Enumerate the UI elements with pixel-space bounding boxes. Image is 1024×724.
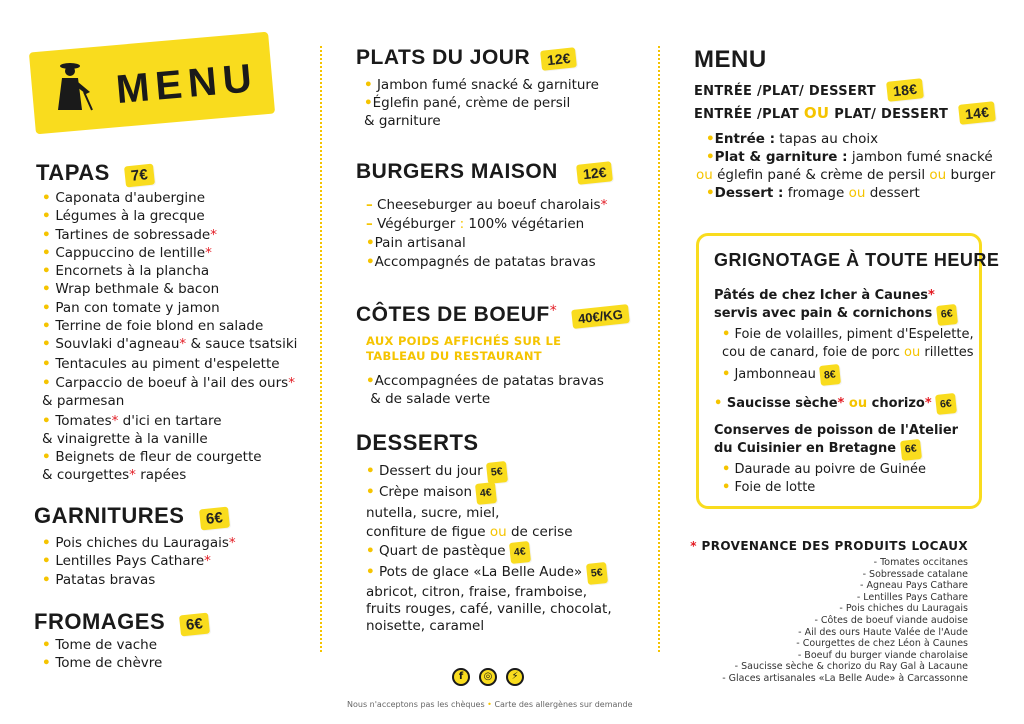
cotes-accompagnement: Accompagnées de patatas bravas — [374, 373, 604, 389]
tapas-item: • Tartines de sobressade* — [42, 226, 217, 243]
desserts-title: DESSERTS — [356, 430, 479, 455]
dessert-pasteque-price: 4€ — [509, 541, 531, 564]
dessert-glace-flavours1: abricot, citron, fraise, framboise, — [366, 584, 588, 600]
garnitures-price: 6€ — [199, 507, 230, 531]
dessert-crepe-price: 4€ — [475, 482, 497, 505]
tapas-price: 7€ — [124, 164, 155, 188]
dessert-du-jour: Dessert du jour — [378, 463, 483, 479]
grignotage-jambonneau-price: 8€ — [819, 364, 841, 386]
grignotage-conserves-price: 6€ — [900, 439, 922, 460]
provenance-item: - Sobressade catalane — [862, 568, 968, 580]
grignotage-pates-list: • Foie de volailles, piment d'Espelette, cou de canard, foie de porc ou rillettes • Jambonneau 8€ — [722, 326, 974, 385]
burger-cheeseburger: Cheeseburger au boeuf charolais — [377, 197, 601, 213]
grignotage-pates-price: 6€ — [936, 304, 958, 325]
menu-formule-2-price: 14€ — [958, 101, 996, 125]
tapas-item-line2: & parmesan — [42, 393, 125, 410]
fromages-price: 6€ — [179, 613, 210, 637]
dessert-crepe-desc1: nutella, sucre, miel, — [366, 505, 500, 521]
tapas-item: • Encornets à la plancha — [42, 263, 210, 280]
menu-formule-1-price: 18€ — [886, 78, 924, 102]
logo-circle — [40, 52, 104, 116]
tapas-list — [42, 189, 297, 485]
dessert-pasteque: Quart de pastèque — [378, 543, 506, 559]
tapas-section — [36, 160, 154, 186]
cotes-accompagnement-line2: & de salade verte — [370, 391, 491, 407]
dessert-glace-flavours3: noisette, caramel — [366, 618, 485, 634]
desserts-list: • Dessert du jour 5€ • Crèpe maison 4€ nutella, sucre, miel, confiture de figue ou de cerise • Quart de pastèque 4€ • Pots de glace «La Belle Aude» 5€ abricot, citron, fraise, framboise, fruits rouges, café, vanille, chocolat, noisette, caramel — [366, 463, 612, 634]
tapas-item: • Tentacules au piment d'espelette — [42, 355, 280, 372]
tapas-item: • Terrine de foie blond en salade — [42, 318, 264, 335]
provenance-item: - Agneau Pays Cathare — [860, 580, 968, 592]
grignotage-saucisse: • Saucisse sèche* ou chorizo* 6€ — [714, 394, 956, 414]
grignotage-conserves-list: • Daurade au poivre de Guinée • Foie de lotte — [722, 462, 926, 495]
plats-list: • Jambon fumé snacké & garniture •Églefin pané, crème de persil & garniture — [364, 77, 599, 129]
tapas-title: TAPAS — [36, 160, 110, 185]
grignotage-title: GRIGNOTAGE À TOUTE HEURE — [714, 250, 1000, 270]
provenance-item: - Tomates occitanes — [873, 557, 968, 568]
fromages-list — [42, 636, 162, 673]
garnitures-list — [42, 534, 236, 589]
burger-vegeburger-desc: 100% végétarien — [468, 216, 585, 232]
provenance-item: - Lentilles Pays Cathare — [856, 591, 968, 603]
tapas-item: • Wrap bethmale & bacon — [42, 281, 220, 298]
grignotage-saucisse-price: 6€ — [935, 393, 957, 415]
monk-figure-icon — [40, 52, 104, 116]
cotes-title: CÔTES DE BOEUF — [356, 303, 550, 326]
tapas-item-line2: & vinaigrette à la vanille — [42, 430, 208, 447]
provenance-item: - Boeuf du burger viande charolaise — [797, 649, 968, 661]
fromage-item: • Tome de vache — [42, 637, 158, 653]
logo-title: MENU — [114, 55, 260, 113]
menu-formule-1: ENTRÉE /PLAT/ DESSERT 18€ — [694, 80, 923, 100]
garnitures-section — [34, 503, 228, 529]
plats-title: PLATS DU JOUR — [356, 46, 531, 69]
dessert-glace-price: 5€ — [585, 562, 607, 585]
tapas-item: • Souvlaki d'agneau* & sauce tsatsiki — [42, 336, 298, 353]
garniture-item: • Patatas bravas — [42, 571, 156, 588]
fromages-section — [34, 609, 209, 635]
garniture-item: • Pois chiches du Lauragais* — [42, 535, 236, 551]
tapas-item: • Pan con tomate y jamon — [42, 299, 220, 316]
provenance-item: - Ail des ours Haute Valée de l'Aude — [798, 626, 968, 638]
provenance-item: - Côtes de boeuf viande audoise — [814, 614, 968, 626]
tapas-item-line2: & courgettes* rapées — [42, 467, 187, 484]
dessert-du-jour-price: 5€ — [486, 461, 508, 484]
menu-details: •Entrée : tapas au choix •Plat & garniture : jambon fumé snacké ou églefin pané & crème de persil ou burger •Dessert : fromage ou dessert — [696, 131, 996, 201]
burgers-title: BURGERS MAISON — [356, 160, 558, 183]
tapas-item: • Beignets de fleur de courgette — [42, 449, 262, 466]
divider-right — [658, 46, 660, 652]
social-icons — [452, 668, 524, 686]
dessert-glace-flavours2: fruits rouges, café, vanille, chocolat, — [366, 601, 612, 617]
provenance-item: - Pois chiches du Lauragais — [839, 603, 968, 615]
provenance-item: - Glaces artisanales «La Belle Aude» à Carcassonne — [722, 672, 968, 684]
tapas-item: • Cappuccino de lentille* — [42, 244, 212, 261]
dessert-glace: Pots de glace «La Belle Aude» — [378, 564, 583, 580]
plats-price: 12€ — [540, 47, 577, 71]
burger-vegeburger: Végéburger — [377, 216, 456, 232]
tapas-item: • Tomates* d'ici en tartare — [42, 412, 222, 429]
grignotage-pates: Pâtés de chez Icher à Caunes* servis avec pain & cornichons 6€ — [714, 287, 957, 324]
burger-accompagnement: Accompagnés de patatas bravas — [374, 254, 596, 270]
plats-item-jambon: Jambon fumé snacké & garniture — [376, 77, 599, 93]
menu-title: MENU — [694, 46, 767, 73]
burgers-list: – Cheeseburger au boeuf charolais* – Végéburger : 100% végétarien •Pain artisanal •Accompagnés de patatas bravas — [366, 197, 608, 270]
garnitures-title: GARNITURES — [34, 503, 185, 528]
grignotage-conserves: Conserves de poisson de l'Atelier du Cuisinier en Bretagne 6€ — [714, 422, 958, 459]
footer-note: Nous n'acceptons pas les chèques • Carte des allergènes sur demande — [347, 700, 633, 709]
cotes-price: 40€/KG — [571, 304, 629, 329]
fromage-item: • Tome de chèvre — [42, 655, 163, 672]
garniture-item: • Lentilles Pays Cathare* — [42, 553, 211, 570]
dessert-crepe: Crèpe maison — [378, 484, 473, 500]
plats-section — [356, 46, 577, 70]
messenger-icon[interactable]: ⚡ — [506, 668, 524, 686]
provenance-item: - Courgettes de chez Léon à Caunes — [796, 638, 968, 650]
burgers-price: 12€ — [576, 161, 613, 185]
cotes-subtitle: AUX POIDS AFFICHÉS SUR LE TABLEAU DU RESTAURANT — [366, 334, 562, 363]
provenance-list — [722, 557, 968, 685]
provenance-item: - Saucisse sèche & chorizo du Ray Gal à Lacaune — [734, 661, 968, 673]
facebook-icon[interactable]: f — [452, 668, 470, 686]
tapas-item: • Légumes à la grecque — [42, 208, 205, 225]
fromages-title: FROMAGES — [34, 609, 166, 634]
tapas-item: • Carpaccio de boeuf à l'ail des ours* — [42, 374, 295, 391]
menu-section — [694, 46, 767, 74]
tapas-item: • Caponata d'aubergine — [42, 190, 206, 206]
burger-pain: Pain artisanal — [374, 235, 466, 251]
cotes-section: CÔTES DE BOEUF* 40€/KG — [356, 303, 629, 327]
grignotage-title-wrap — [714, 250, 999, 271]
instagram-icon[interactable]: ◎ — [479, 668, 497, 686]
plats-item-eglefin-line2: & garniture — [364, 113, 441, 129]
cotes-list: •Accompagnées de patatas bravas & de salade verte — [366, 373, 604, 407]
desserts-section — [356, 430, 479, 456]
provenance-title: * PROVENANCE DES PRODUITS LOCAUX — [690, 539, 968, 553]
menu-formule-2: ENTRÉE /PLAT OU PLAT/ DESSERT 14€ — [694, 103, 995, 123]
burgers-section — [356, 160, 612, 184]
divider-left — [320, 46, 322, 652]
plats-item-eglefin: Églefin pané, crème de persil — [372, 95, 571, 111]
